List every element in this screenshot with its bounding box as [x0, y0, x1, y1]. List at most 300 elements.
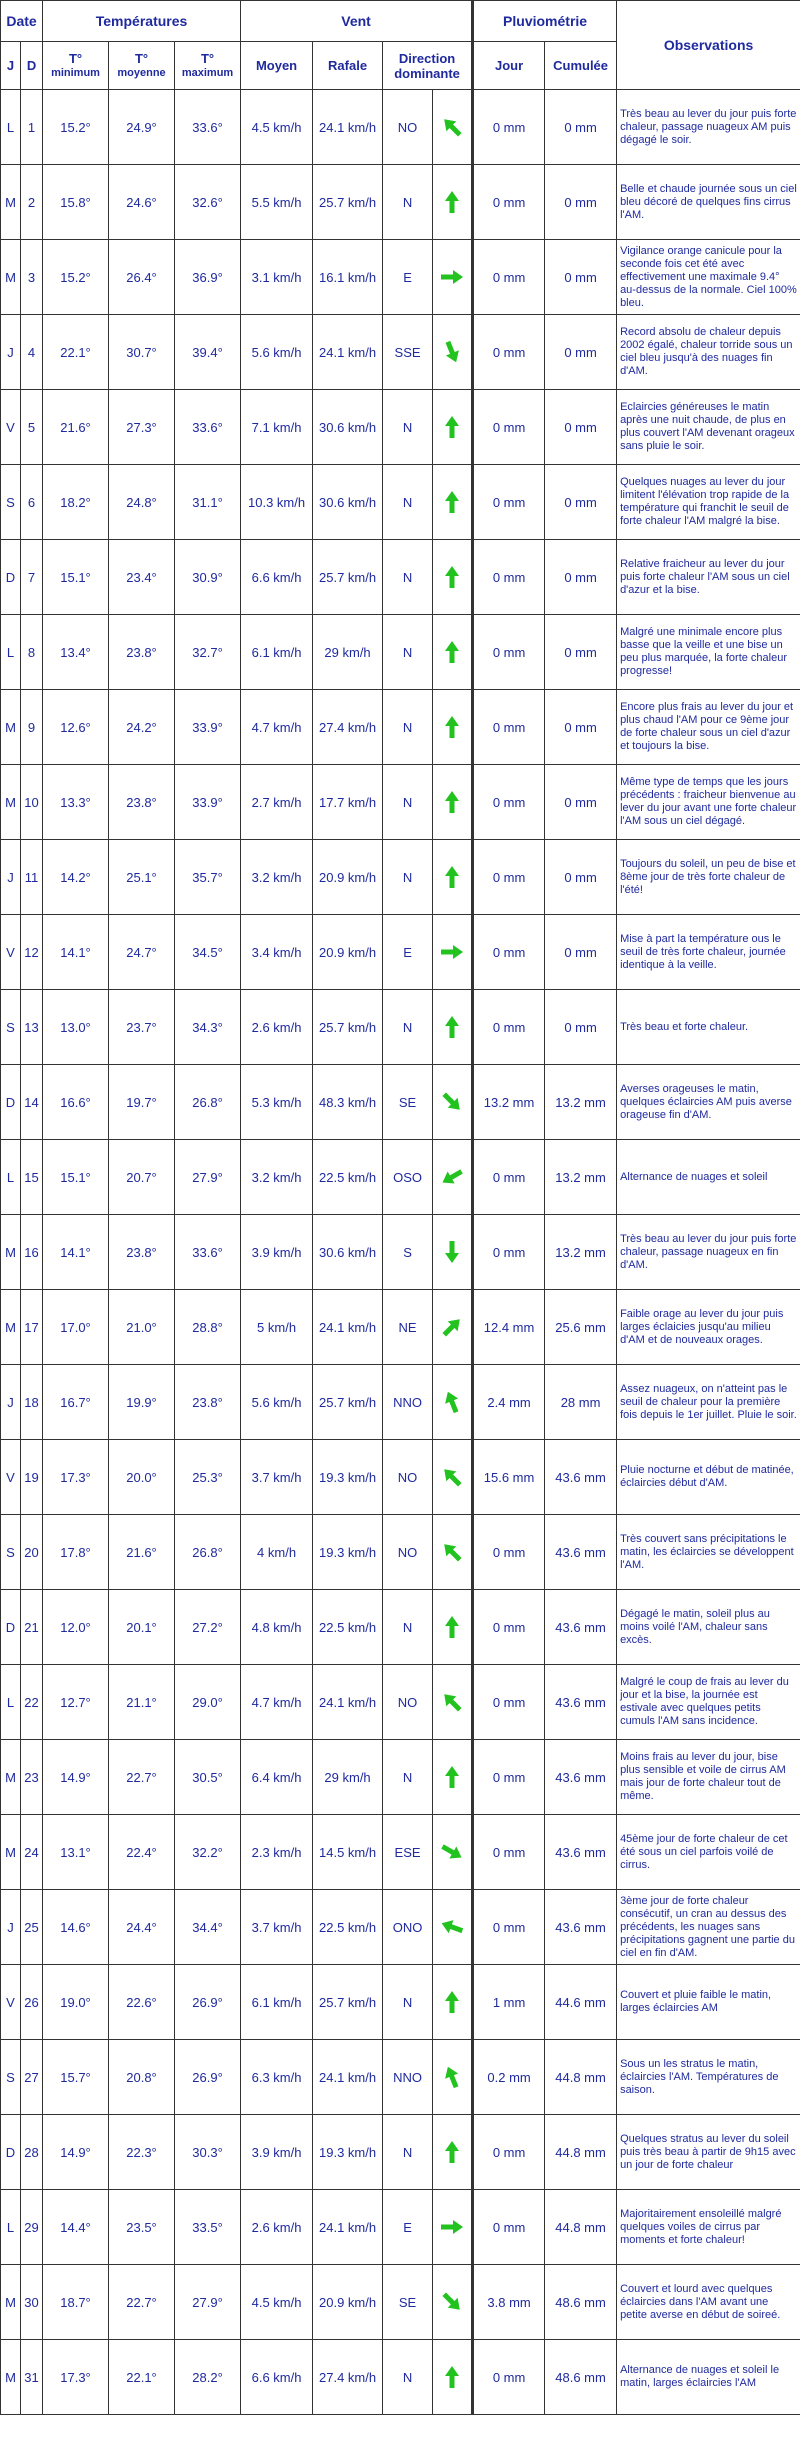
- wind-direction: NO: [383, 90, 433, 165]
- wind-arrow-cell: [433, 2265, 473, 2340]
- rain-cumulative: 0 mm: [545, 390, 617, 465]
- wind-arrow-shape: [445, 1766, 459, 1788]
- temp-max: 28.2°: [175, 2340, 241, 2415]
- wind-arrow-cell: [433, 1290, 473, 1365]
- header-direction-line2: dominante: [394, 65, 460, 81]
- rain-day: 0 mm: [473, 765, 545, 840]
- wind-arrow-icon: [438, 263, 466, 291]
- wind-arrow-shape: [445, 866, 459, 888]
- temp-min: 19.0°: [43, 1965, 109, 2040]
- rain-day: 0 mm: [473, 840, 545, 915]
- day-letter: D: [1, 2115, 21, 2190]
- wind-arrow-icon: [438, 938, 466, 966]
- temp-min: 13.4°: [43, 615, 109, 690]
- rain-day: 0 mm: [473, 615, 545, 690]
- table-row: [1, 840, 800, 915]
- wind-avg: 3.7 km/h: [241, 1890, 313, 1965]
- temp-max: 29.0°: [175, 1665, 241, 1740]
- rain-day: 0 mm: [473, 1590, 545, 1665]
- wind-arrow-shape: [439, 1165, 465, 1188]
- rain-cumulative: 28 mm: [545, 1365, 617, 1440]
- rain-cumulative: 43.6 mm: [545, 1665, 617, 1740]
- wind-avg: 5.5 km/h: [241, 165, 313, 240]
- rain-cumulative: 44.8 mm: [545, 2040, 617, 2115]
- wind-avg: 4 km/h: [241, 1515, 313, 1590]
- observation: Très beau au lever du jour puis forte chaleur, passage nuageux AM puis dégagé le soir.: [617, 90, 800, 165]
- day-number: 4: [21, 315, 43, 390]
- day-number: 21: [21, 1590, 43, 1665]
- wind-arrow-icon: [438, 713, 466, 741]
- wind-arrow-shape: [439, 1840, 465, 1863]
- day-letter: V: [1, 1440, 21, 1515]
- rain-cumulative: 43.6 mm: [545, 1815, 617, 1890]
- day-letter: J: [1, 1890, 21, 1965]
- wind-avg: 7.1 km/h: [241, 390, 313, 465]
- temp-min: 14.4°: [43, 2190, 109, 2265]
- wind-arrow-shape: [441, 945, 463, 959]
- wind-arrow-icon: [438, 1313, 466, 1341]
- temp-avg: 23.8°: [109, 765, 175, 840]
- header-tmax-sub: maximum: [181, 66, 234, 79]
- wind-gust: 25.7 km/h: [313, 165, 383, 240]
- wind-arrow-icon: [438, 338, 466, 366]
- wind-avg: 3.9 km/h: [241, 1215, 313, 1290]
- wind-direction: N: [383, 2115, 433, 2190]
- rain-cumulative: 43.6 mm: [545, 1440, 617, 1515]
- observation: Malgré le coup de frais au lever du jour et la bise, la journée est estivale avec quelques petits cumuls l'AM sans incidence.: [617, 1665, 800, 1740]
- temp-max: 25.3°: [175, 1440, 241, 1515]
- observation: Averses orageuses le matin, quelques éclaircies AM puis averse orageuse fin d'AM.: [617, 1065, 800, 1140]
- table-row: [1, 615, 800, 690]
- wind-arrow-cell: [433, 315, 473, 390]
- temp-max: 34.3°: [175, 990, 241, 1065]
- temp-max: 27.9°: [175, 2265, 241, 2340]
- day-number: 28: [21, 2115, 43, 2190]
- wind-arrow-shape: [439, 1689, 464, 1714]
- wind-direction: NO: [383, 1665, 433, 1740]
- wind-gust: 30.6 km/h: [313, 1215, 383, 1290]
- rain-day: 0 mm: [473, 165, 545, 240]
- rain-cumulative: 0 mm: [545, 465, 617, 540]
- wind-arrow-cell: [433, 1440, 473, 1515]
- wind-arrow-shape: [445, 2141, 459, 2163]
- observation: Sous un les stratus le matin, éclaircies l'AM. Températures de saison.: [617, 2040, 800, 2115]
- observation: Moins frais au lever du jour, bise plus sensible et voile de cirrus AM mais jour de forte chaleur tout de même.: [617, 1740, 800, 1815]
- rain-cumulative: 43.6 mm: [545, 1740, 617, 1815]
- wind-gust: 24.1 km/h: [313, 2190, 383, 2265]
- wind-gust: 22.5 km/h: [313, 1890, 383, 1965]
- observation: Relative fraicheur au lever du jour puis forte chaleur l'AM sous un ciel d'azur et la bise.: [617, 540, 800, 615]
- rain-day: 0 mm: [473, 1515, 545, 1590]
- observation: Alternance de nuages et soleil: [617, 1140, 800, 1215]
- wind-arrow-icon: [438, 1238, 466, 1266]
- wind-arrow-icon: [438, 413, 466, 441]
- rain-day: 0 mm: [473, 990, 545, 1065]
- observation: Majoritairement ensoleillé malgré quelques voiles de cirrus par moments et forte chaleur!: [617, 2190, 800, 2265]
- header-tmax: [175, 42, 241, 90]
- header-moyen: Moyen: [241, 42, 313, 90]
- wind-gust: 24.1 km/h: [313, 315, 383, 390]
- rain-day: 0 mm: [473, 1140, 545, 1215]
- table-row: [1, 990, 800, 1065]
- day-letter: M: [1, 1740, 21, 1815]
- observation: 3ème jour de forte chaleur consécutif, un cran au dessus des précédents, les nuages sans précipitations gagnent une partie du ciel en fin d'AM.: [617, 1890, 800, 1965]
- wind-gust: 30.6 km/h: [313, 465, 383, 540]
- wind-avg: 6.6 km/h: [241, 540, 313, 615]
- wind-arrow-cell: [433, 1515, 473, 1590]
- rain-day: 0 mm: [473, 240, 545, 315]
- wind-avg: 3.2 km/h: [241, 840, 313, 915]
- wind-gust: 19.3 km/h: [313, 2115, 383, 2190]
- day-number: 17: [21, 1290, 43, 1365]
- wind-direction: OSO: [383, 1140, 433, 1215]
- temp-avg: 23.4°: [109, 540, 175, 615]
- day-letter: M: [1, 165, 21, 240]
- temp-max: 30.5°: [175, 1740, 241, 1815]
- rain-cumulative: 0 mm: [545, 840, 617, 915]
- table-row: [1, 2040, 800, 2115]
- rain-cumulative: 0 mm: [545, 690, 617, 765]
- table-row: [1, 1365, 800, 1440]
- rain-cumulative: 0 mm: [545, 615, 617, 690]
- wind-direction: NE: [383, 1290, 433, 1365]
- wind-arrow-shape: [439, 114, 464, 139]
- observation: Belle et chaude journée sous un ciel bleu décoré de quelques fins cirrus l'AM.: [617, 165, 800, 240]
- observation: Mise à part la température ous le seuil de très forte chaleur, journée identique à la veille.: [617, 915, 800, 990]
- temp-avg: 22.7°: [109, 2265, 175, 2340]
- rain-day: 1 mm: [473, 1965, 545, 2040]
- wind-avg: 2.6 km/h: [241, 990, 313, 1065]
- wind-arrow-cell: [433, 2040, 473, 2115]
- wind-arrow-cell: [433, 90, 473, 165]
- temp-min: 13.0°: [43, 990, 109, 1065]
- temp-max: 26.8°: [175, 1515, 241, 1590]
- rain-cumulative: 48.6 mm: [545, 2340, 617, 2415]
- wind-arrow-icon: [438, 2288, 466, 2316]
- day-number: 13: [21, 990, 43, 1065]
- day-number: 14: [21, 1065, 43, 1140]
- temp-avg: 24.8°: [109, 465, 175, 540]
- wind-gust: 24.1 km/h: [313, 1290, 383, 1365]
- wind-arrow-shape: [441, 339, 462, 365]
- header-rafale: Rafale: [313, 42, 383, 90]
- temp-min: 14.6°: [43, 1890, 109, 1965]
- day-letter: D: [1, 1065, 21, 1140]
- temp-max: 23.8°: [175, 1365, 241, 1440]
- wind-gust: 24.1 km/h: [313, 90, 383, 165]
- observation: Couvert et lourd avec quelques éclaircies dans l'AM avant une petite averse en début de soireé.: [617, 2265, 800, 2340]
- temp-avg: 19.9°: [109, 1365, 175, 1440]
- wind-direction: ESE: [383, 1815, 433, 1890]
- day-letter: S: [1, 1515, 21, 1590]
- temp-avg: 24.6°: [109, 165, 175, 240]
- rain-cumulative: 0 mm: [545, 765, 617, 840]
- temp-max: 33.6°: [175, 90, 241, 165]
- wind-gust: 25.7 km/h: [313, 1965, 383, 2040]
- wind-gust: 48.3 km/h: [313, 1065, 383, 1140]
- observation: Record absolu de chaleur depuis 2002 égalé, chaleur torride sous un ciel bleu jusqu'à des nuages fin d'AM.: [617, 315, 800, 390]
- wind-avg: 4.8 km/h: [241, 1590, 313, 1665]
- temp-max: 34.4°: [175, 1890, 241, 1965]
- wind-avg: 2.3 km/h: [241, 1815, 313, 1890]
- wind-avg: 6.1 km/h: [241, 1965, 313, 2040]
- observation: Eclaircies généreuses le matin après une nuit chaude, de plus en plus couvert l'AM devenant orageux sans pluie le soir.: [617, 390, 800, 465]
- wind-arrow-shape: [439, 1314, 464, 1339]
- wind-avg: 6.4 km/h: [241, 1740, 313, 1815]
- observation: Encore plus frais au lever du jour et plus chaud l'AM pour ce 9ème jour de forte chaleur sous un ciel d'azur et toujours la bise.: [617, 690, 800, 765]
- header-j: J: [1, 42, 21, 90]
- temp-min: 22.1°: [43, 315, 109, 390]
- table-row: [1, 2115, 800, 2190]
- day-number: 23: [21, 1740, 43, 1815]
- temp-max: 32.2°: [175, 1815, 241, 1890]
- observation: Très beau au lever du jour puis forte chaleur, passage nuageux en fin d'AM.: [617, 1215, 800, 1290]
- wind-arrow-shape: [445, 716, 459, 738]
- wind-arrow-shape: [439, 1464, 464, 1489]
- wind-arrow-cell: [433, 1665, 473, 1740]
- temp-avg: 23.8°: [109, 615, 175, 690]
- temp-max: 26.8°: [175, 1065, 241, 1140]
- day-number: 25: [21, 1890, 43, 1965]
- temp-min: 12.0°: [43, 1590, 109, 1665]
- temp-max: 34.5°: [175, 915, 241, 990]
- header-tmoy-sub: moyenne: [117, 66, 166, 79]
- rain-day: 0 mm: [473, 690, 545, 765]
- rain-day: 0 mm: [473, 465, 545, 540]
- rain-cumulative: 0 mm: [545, 315, 617, 390]
- rain-day: 0 mm: [473, 915, 545, 990]
- temp-min: 17.0°: [43, 1290, 109, 1365]
- day-number: 26: [21, 1965, 43, 2040]
- day-letter: V: [1, 390, 21, 465]
- wind-arrow-icon: [438, 1538, 466, 1566]
- temp-min: 14.9°: [43, 2115, 109, 2190]
- temp-avg: 24.7°: [109, 915, 175, 990]
- wind-arrow-shape: [445, 416, 459, 438]
- temp-min: 12.7°: [43, 1665, 109, 1740]
- rain-cumulative: 43.6 mm: [545, 1890, 617, 1965]
- day-number: 27: [21, 2040, 43, 2115]
- wind-arrow-cell: [433, 1740, 473, 1815]
- day-number: 9: [21, 690, 43, 765]
- wind-gust: 14.5 km/h: [313, 1815, 383, 1890]
- wind-arrow-cell: [433, 915, 473, 990]
- wind-avg: 4.5 km/h: [241, 2265, 313, 2340]
- day-number: 31: [21, 2340, 43, 2415]
- day-letter: S: [1, 2040, 21, 2115]
- wind-arrow-cell: [433, 615, 473, 690]
- wind-arrow-icon: [438, 1013, 466, 1041]
- rain-day: 0 mm: [473, 1740, 545, 1815]
- wind-arrow-icon: [438, 1838, 466, 1866]
- day-letter: M: [1, 765, 21, 840]
- temp-avg: 25.1°: [109, 840, 175, 915]
- day-number: 29: [21, 2190, 43, 2265]
- wind-avg: 6.3 km/h: [241, 2040, 313, 2115]
- wind-arrow-icon: [438, 1988, 466, 2016]
- rain-cumulative: 0 mm: [545, 540, 617, 615]
- table-row: [1, 1965, 800, 2040]
- temp-avg: 23.5°: [109, 2190, 175, 2265]
- wind-direction: N: [383, 1965, 433, 2040]
- temp-max: 39.4°: [175, 315, 241, 390]
- wind-arrow-shape: [445, 2366, 459, 2388]
- observation: Couvert et pluie faible le matin, larges éclaircies AM: [617, 1965, 800, 2040]
- wind-arrow-cell: [433, 2115, 473, 2190]
- rain-day: 0 mm: [473, 390, 545, 465]
- wind-gust: 20.9 km/h: [313, 915, 383, 990]
- wind-arrow-shape: [445, 191, 459, 213]
- observation: Même type de temps que les jours précédents : fraicheur bienvenue au lever du jour avant une forte chaleur l'AM sous un ciel dégagé.: [617, 765, 800, 840]
- table-row: [1, 315, 800, 390]
- observation: Très couvert sans précipitations le matin, les éclaircies se développent l'AM.: [617, 1515, 800, 1590]
- temp-avg: 20.1°: [109, 1590, 175, 1665]
- wind-arrow-cell: [433, 540, 473, 615]
- table-row: [1, 690, 800, 765]
- wind-arrow-shape: [441, 1389, 462, 1415]
- wind-arrow-shape: [439, 2289, 464, 2314]
- wind-arrow-icon: [438, 863, 466, 891]
- wind-direction: N: [383, 540, 433, 615]
- header-tmax-top: T°: [200, 50, 215, 66]
- observation: Pluie nocturne et début de matinée, éclaircies début d'AM.: [617, 1440, 800, 1515]
- table-row: [1, 390, 800, 465]
- wind-arrow-cell: [433, 690, 473, 765]
- observation: Faible orage au lever du jour puis larges éclaicies jusqu'au milieu d'AM et de nouveaux orages.: [617, 1290, 800, 1365]
- wind-direction: N: [383, 690, 433, 765]
- wind-arrow-shape: [441, 2220, 463, 2234]
- day-letter: S: [1, 465, 21, 540]
- header-direction-line1: Direction: [398, 50, 456, 66]
- table-row: [1, 90, 800, 165]
- wind-gust: 24.1 km/h: [313, 1665, 383, 1740]
- rain-day: 0 mm: [473, 1665, 545, 1740]
- wind-gust: 22.5 km/h: [313, 1590, 383, 1665]
- wind-arrow-cell: [433, 1140, 473, 1215]
- day-letter: J: [1, 840, 21, 915]
- wind-arrow-icon: [438, 563, 466, 591]
- header-observations: Observations: [617, 1, 800, 90]
- observation: Assez nuageux, on n'atteint pas le seuil de chaleur pour la première fois depuis le 1er juillet. Pluie le soir.: [617, 1365, 800, 1440]
- wind-gust: 25.7 km/h: [313, 1365, 383, 1440]
- wind-avg: 3.1 km/h: [241, 240, 313, 315]
- temp-min: 16.7°: [43, 1365, 109, 1440]
- temp-max: 33.6°: [175, 390, 241, 465]
- table-row: [1, 1665, 800, 1740]
- temp-min: 12.6°: [43, 690, 109, 765]
- table-body: [1, 90, 800, 2415]
- table-row: [1, 1515, 800, 1590]
- table-row: [1, 1440, 800, 1515]
- day-letter: M: [1, 2340, 21, 2415]
- wind-arrow-cell: [433, 1065, 473, 1140]
- wind-gust: 19.3 km/h: [313, 1440, 383, 1515]
- temp-avg: 20.0°: [109, 1440, 175, 1515]
- table-row: [1, 540, 800, 615]
- temp-max: 30.9°: [175, 540, 241, 615]
- temp-min: 15.1°: [43, 1140, 109, 1215]
- observation: Quelques stratus au lever du soleil puis très beau à partir de 9h15 avec un jour de forte chaleur: [617, 2115, 800, 2190]
- wind-direction: E: [383, 2190, 433, 2265]
- table-row: [1, 765, 800, 840]
- rain-cumulative: 13.2 mm: [545, 1215, 617, 1290]
- temp-max: 32.7°: [175, 615, 241, 690]
- wind-arrow-icon: [438, 1463, 466, 1491]
- observation: Toujours du soleil, un peu de bise et 8ème jour de très forte chaleur de l'été!: [617, 840, 800, 915]
- temp-max: 33.9°: [175, 690, 241, 765]
- rain-cumulative: 48.6 mm: [545, 2265, 617, 2340]
- header-direction: [383, 42, 473, 90]
- day-number: 5: [21, 390, 43, 465]
- wind-arrow-icon: [438, 638, 466, 666]
- wind-arrow-icon: [438, 1613, 466, 1641]
- observation: 45ème jour de forte chaleur de cet été sous un ciel parfois voilé de cirrus.: [617, 1815, 800, 1890]
- header-tmin: [43, 42, 109, 90]
- day-letter: L: [1, 90, 21, 165]
- observation: Alternance de nuages et soleil le matin, larges éclaircies l'AM: [617, 2340, 800, 2415]
- wind-arrow-icon: [438, 2213, 466, 2241]
- table-row: [1, 2265, 800, 2340]
- rain-cumulative: 13.2 mm: [545, 1140, 617, 1215]
- wind-arrow-cell: [433, 1215, 473, 1290]
- wind-direction: N: [383, 615, 433, 690]
- wind-arrow-shape: [445, 641, 459, 663]
- wind-direction: N: [383, 1590, 433, 1665]
- day-number: 16: [21, 1215, 43, 1290]
- wind-gust: 22.5 km/h: [313, 1140, 383, 1215]
- temp-min: 17.8°: [43, 1515, 109, 1590]
- wind-avg: 4.7 km/h: [241, 690, 313, 765]
- temp-max: 36.9°: [175, 240, 241, 315]
- wind-arrow-cell: [433, 1590, 473, 1665]
- rain-day: 12.4 mm: [473, 1290, 545, 1365]
- wind-direction: E: [383, 240, 433, 315]
- day-number: 3: [21, 240, 43, 315]
- temp-avg: 22.3°: [109, 2115, 175, 2190]
- observation: Malgré une minimale encore plus basse que la veille et une bise un peu plus marquée, la forte chaleur progresse!: [617, 615, 800, 690]
- observation: Très beau et forte chaleur.: [617, 990, 800, 1065]
- wind-direction: ONO: [383, 1890, 433, 1965]
- temp-max: 26.9°: [175, 2040, 241, 2115]
- temp-avg: 20.7°: [109, 1140, 175, 1215]
- day-letter: J: [1, 1365, 21, 1440]
- observation: Vigilance orange canicule pour la seconde fois cet été avec effectivement une maximale 9.4° au-dessus de la normale. Ciel 100% bleu.: [617, 240, 800, 315]
- temp-min: 18.7°: [43, 2265, 109, 2340]
- rain-day: 0 mm: [473, 540, 545, 615]
- temp-min: 21.6°: [43, 390, 109, 465]
- rain-cumulative: 0 mm: [545, 915, 617, 990]
- wind-arrow-shape: [445, 1616, 459, 1638]
- header-d: D: [21, 42, 43, 90]
- wind-gust: 25.7 km/h: [313, 540, 383, 615]
- temp-avg: 22.7°: [109, 1740, 175, 1815]
- header-tmin-top: T°: [68, 50, 83, 66]
- temp-min: 18.2°: [43, 465, 109, 540]
- day-letter: D: [1, 1590, 21, 1665]
- header-jour: Jour: [473, 42, 545, 90]
- table-row: [1, 2190, 800, 2265]
- wind-arrow-cell: [433, 390, 473, 465]
- rain-cumulative: 44.6 mm: [545, 1965, 617, 2040]
- rain-day: 13.2 mm: [473, 1065, 545, 1140]
- day-letter: V: [1, 915, 21, 990]
- temp-min: 15.8°: [43, 165, 109, 240]
- header-cumulee: Cumulée: [545, 42, 617, 90]
- wind-arrow-icon: [438, 113, 466, 141]
- observation: Dégagé le matin, soleil plus au moins voilé l'AM, chaleur sans excès.: [617, 1590, 800, 1665]
- temp-avg: 22.4°: [109, 1815, 175, 1890]
- table-row: [1, 1140, 800, 1215]
